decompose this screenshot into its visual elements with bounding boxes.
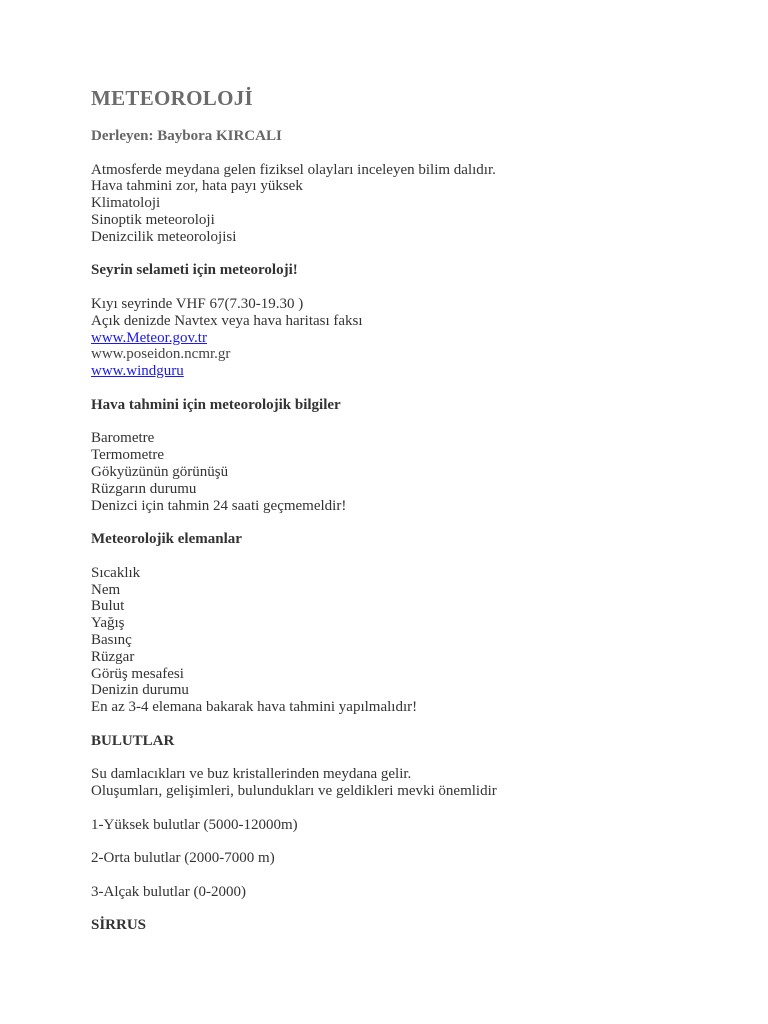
list-item: Termometre xyxy=(91,447,165,464)
windguru-link[interactable]: www.windguru xyxy=(91,363,184,380)
list-item: Görüş mesafesi xyxy=(91,665,184,682)
section-line: Kıyı seyrinde VHF 67(7.30-19.30 ) xyxy=(91,295,304,312)
list-item: Sıcaklık xyxy=(91,564,141,581)
author-line: Derleyen: Baybora KIRCALI xyxy=(91,128,282,144)
intro-line: Sinoptik meteoroloji xyxy=(91,211,215,228)
intro-line: Atmosferde meydana gelen fiziksel olayları inceleyen bilim dalıdır. xyxy=(91,161,496,178)
list-item: Basınç xyxy=(91,631,132,648)
list-item: Gökyüzünün görünüşü xyxy=(91,463,229,480)
list-item: Denizin durumu xyxy=(91,682,189,699)
list-item: Yağış xyxy=(91,615,125,632)
poseidon-url: www.poseidon.ncmr.gr xyxy=(91,346,231,363)
list-item: Bulut xyxy=(91,598,125,615)
cloud-category: 1-Yüksek bulutlar (5000-12000m) xyxy=(91,816,298,833)
intro-line: Hava tahmini zor, hata payı yüksek xyxy=(91,178,303,195)
list-item: En az 3-4 elemana bakarak hava tahmini yapılmalıdır! xyxy=(91,699,418,716)
section-line: Açık denizde Navtex veya hava haritası faksı xyxy=(91,312,363,329)
cloud-category: 3-Alçak bulutlar (0-2000) xyxy=(91,883,246,900)
section-heading-seyrin: Seyrin selameti için meteoroloji! xyxy=(91,262,298,279)
list-item: Rüzgar xyxy=(91,648,135,665)
meteor-gov-link[interactable]: www.Meteor.gov.tr xyxy=(91,329,207,346)
list-item: Nem xyxy=(91,581,121,598)
section-heading-sirrus: SİRRUS xyxy=(91,917,147,934)
intro-line: Denizcilik meteorolojisi xyxy=(91,228,237,245)
list-item: Barometre xyxy=(91,430,155,447)
section-line: Oluşumları, gelişimleri, bulundukları ve geldikleri mevki önemlidir xyxy=(91,783,497,800)
cloud-category: 2-Orta bulutlar (2000-7000 m) xyxy=(91,850,275,867)
list-item: Denizci için tahmin 24 saati geçmemeldir! xyxy=(91,497,347,514)
intro-line: Klimatoloji xyxy=(91,195,161,212)
section-heading-bulutlar: BULUTLAR xyxy=(91,732,175,749)
document-content xyxy=(91,86,731,934)
document-title: METEOROLOJİ xyxy=(91,86,253,110)
section-line: Su damlacıkları ve buz kristallerinden meydana gelir. xyxy=(91,766,412,783)
section-heading-elemanlar: Meteorolojik elemanlar xyxy=(91,531,242,548)
list-item: Rüzgarın durumu xyxy=(91,480,197,497)
section-heading-hava-tahmini: Hava tahmini için meteorolojik bilgiler xyxy=(91,396,341,413)
